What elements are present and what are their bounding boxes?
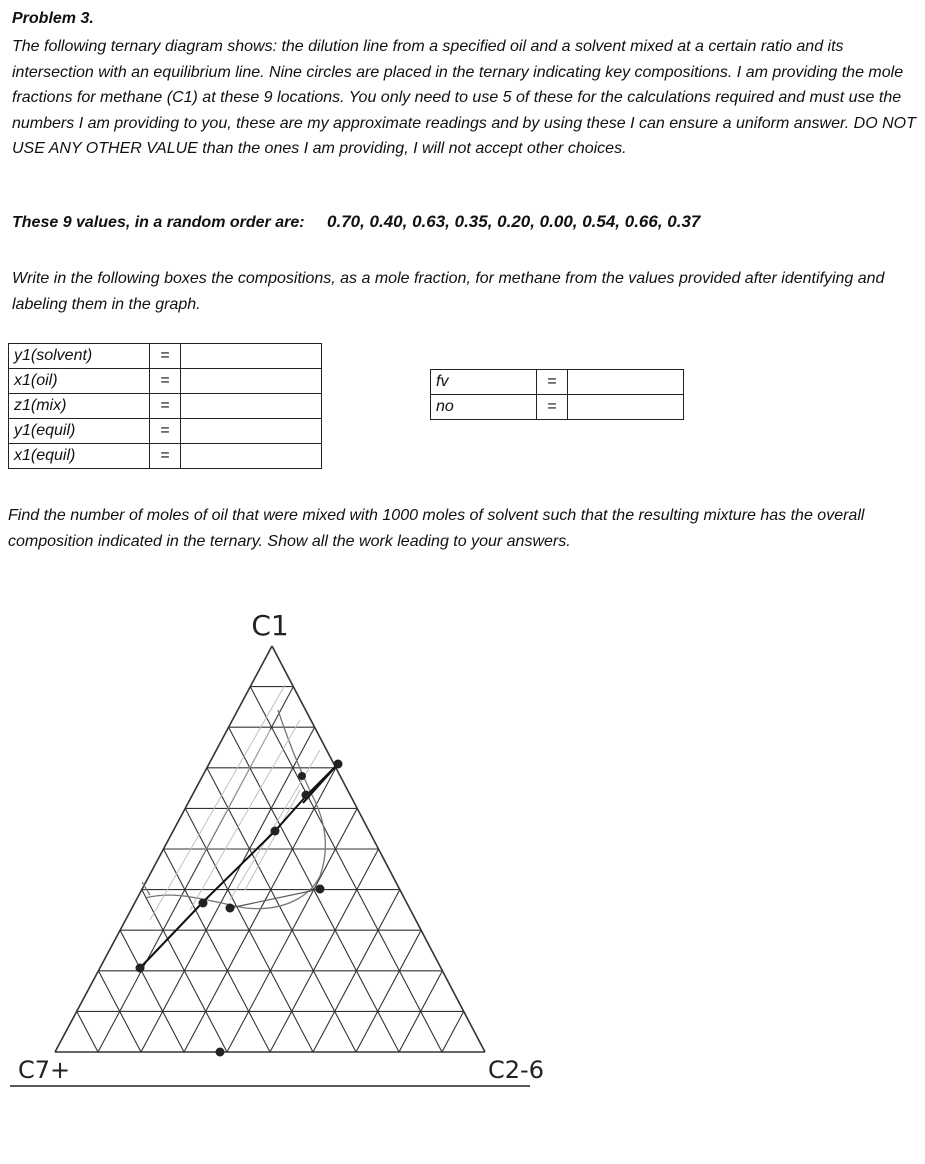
equals-sign: =	[150, 344, 181, 369]
grid-line	[356, 930, 421, 1052]
grid-line	[120, 930, 184, 1052]
problem-intro	[12, 34, 917, 162]
row-label: z1(mix)	[9, 394, 150, 419]
apex-label-c1: C1	[251, 609, 289, 642]
table-row	[9, 394, 322, 419]
row-label: fv	[431, 370, 537, 395]
composition-point	[216, 1048, 225, 1057]
table-row	[9, 344, 322, 369]
equals-sign: =	[150, 394, 181, 419]
answer-box-z1-mix[interactable]	[181, 394, 322, 419]
problem-title: Problem 3.	[12, 10, 94, 27]
values-line	[12, 212, 700, 232]
table-row	[431, 370, 684, 395]
answer-box-y1-equil[interactable]	[181, 419, 322, 444]
row-label: x1(oil)	[9, 369, 150, 394]
composition-point	[136, 964, 145, 973]
sketch-stroke	[190, 720, 300, 910]
row-label: x1(equil)	[9, 444, 150, 469]
grid-line	[270, 849, 379, 1052]
row-label: y1(solvent)	[9, 344, 150, 369]
row-label: y1(equil)	[9, 419, 150, 444]
fraction-answer-table	[430, 369, 684, 420]
composition-point	[302, 791, 311, 800]
equals-sign: =	[537, 395, 568, 420]
composition-point	[199, 899, 208, 908]
equals-sign: =	[150, 369, 181, 394]
equals-sign: =	[537, 370, 568, 395]
values-list: 0.70, 0.40, 0.63, 0.35, 0.20, 0.00, 0.54, 0.66, 0.37	[327, 212, 701, 231]
answer-box-y1-solvent[interactable]	[181, 344, 322, 369]
ternary-grid	[55, 646, 485, 1052]
equals-sign: =	[150, 444, 181, 469]
answer-box-x1-oil[interactable]	[181, 369, 322, 394]
composition-point	[271, 827, 280, 836]
apex-label-c7plus: C7+	[18, 1056, 71, 1084]
answer-box-x1-equil[interactable]	[181, 444, 322, 469]
answer-box-no[interactable]	[568, 395, 684, 420]
instruction-text: Write in the following boxes the compositions, as a mole fraction, for methane from the values provided after identifying and labeling them in the graph.	[12, 270, 885, 313]
composition-answer-table	[8, 343, 322, 469]
sketch-stroke	[230, 750, 320, 900]
apex-label-c2-6: C2-6	[488, 1056, 544, 1084]
composition-point	[226, 904, 235, 913]
tie-line	[230, 889, 320, 908]
table-row	[9, 444, 322, 469]
problem-intro-text: The following ternary diagram shows: the dilution line from a specified oil and a solvent mixed at a certain ratio and its intersection with an equilibrium line. Nine circles are placed in the ternary indicating key compositions. I am providing the mole fractions for methane (C1) at these 9 locations. You only need to use 5 of these for the calculations required and must use the numbers I am providing to you, these are my approximate readings and by using these I can ensure a uniform answer. DO NOT USE ANY OTHER VALUE than the ones I am providing, I will not accept other choices.	[12, 38, 916, 157]
composition-point	[334, 760, 343, 769]
table-row	[9, 419, 322, 444]
sketch-stroke	[150, 685, 285, 920]
grid-line	[184, 768, 336, 1052]
grid-line	[77, 1011, 98, 1052]
equals-sign: =	[150, 419, 181, 444]
composition-point	[298, 772, 306, 780]
sketch-stroke	[200, 730, 270, 860]
composition-point	[316, 885, 325, 894]
table-row	[431, 395, 684, 420]
pencil-sketch-lines	[150, 685, 320, 920]
answer-box-fv[interactable]	[568, 370, 684, 395]
ternary-diagram	[0, 590, 925, 1110]
table-row	[9, 369, 322, 394]
values-label: These 9 values, in a random order are:	[12, 214, 305, 231]
row-label: no	[431, 395, 537, 420]
find-instruction-text: Find the number of moles of oil that were mixed with 1000 moles of solvent such that the resulting mixture has the overall composition indicated in the ternary. Show all the work leading to your answers.	[8, 507, 865, 550]
grid-line	[442, 1011, 464, 1052]
grid-line	[250, 687, 442, 1052]
grid-line	[164, 849, 271, 1052]
